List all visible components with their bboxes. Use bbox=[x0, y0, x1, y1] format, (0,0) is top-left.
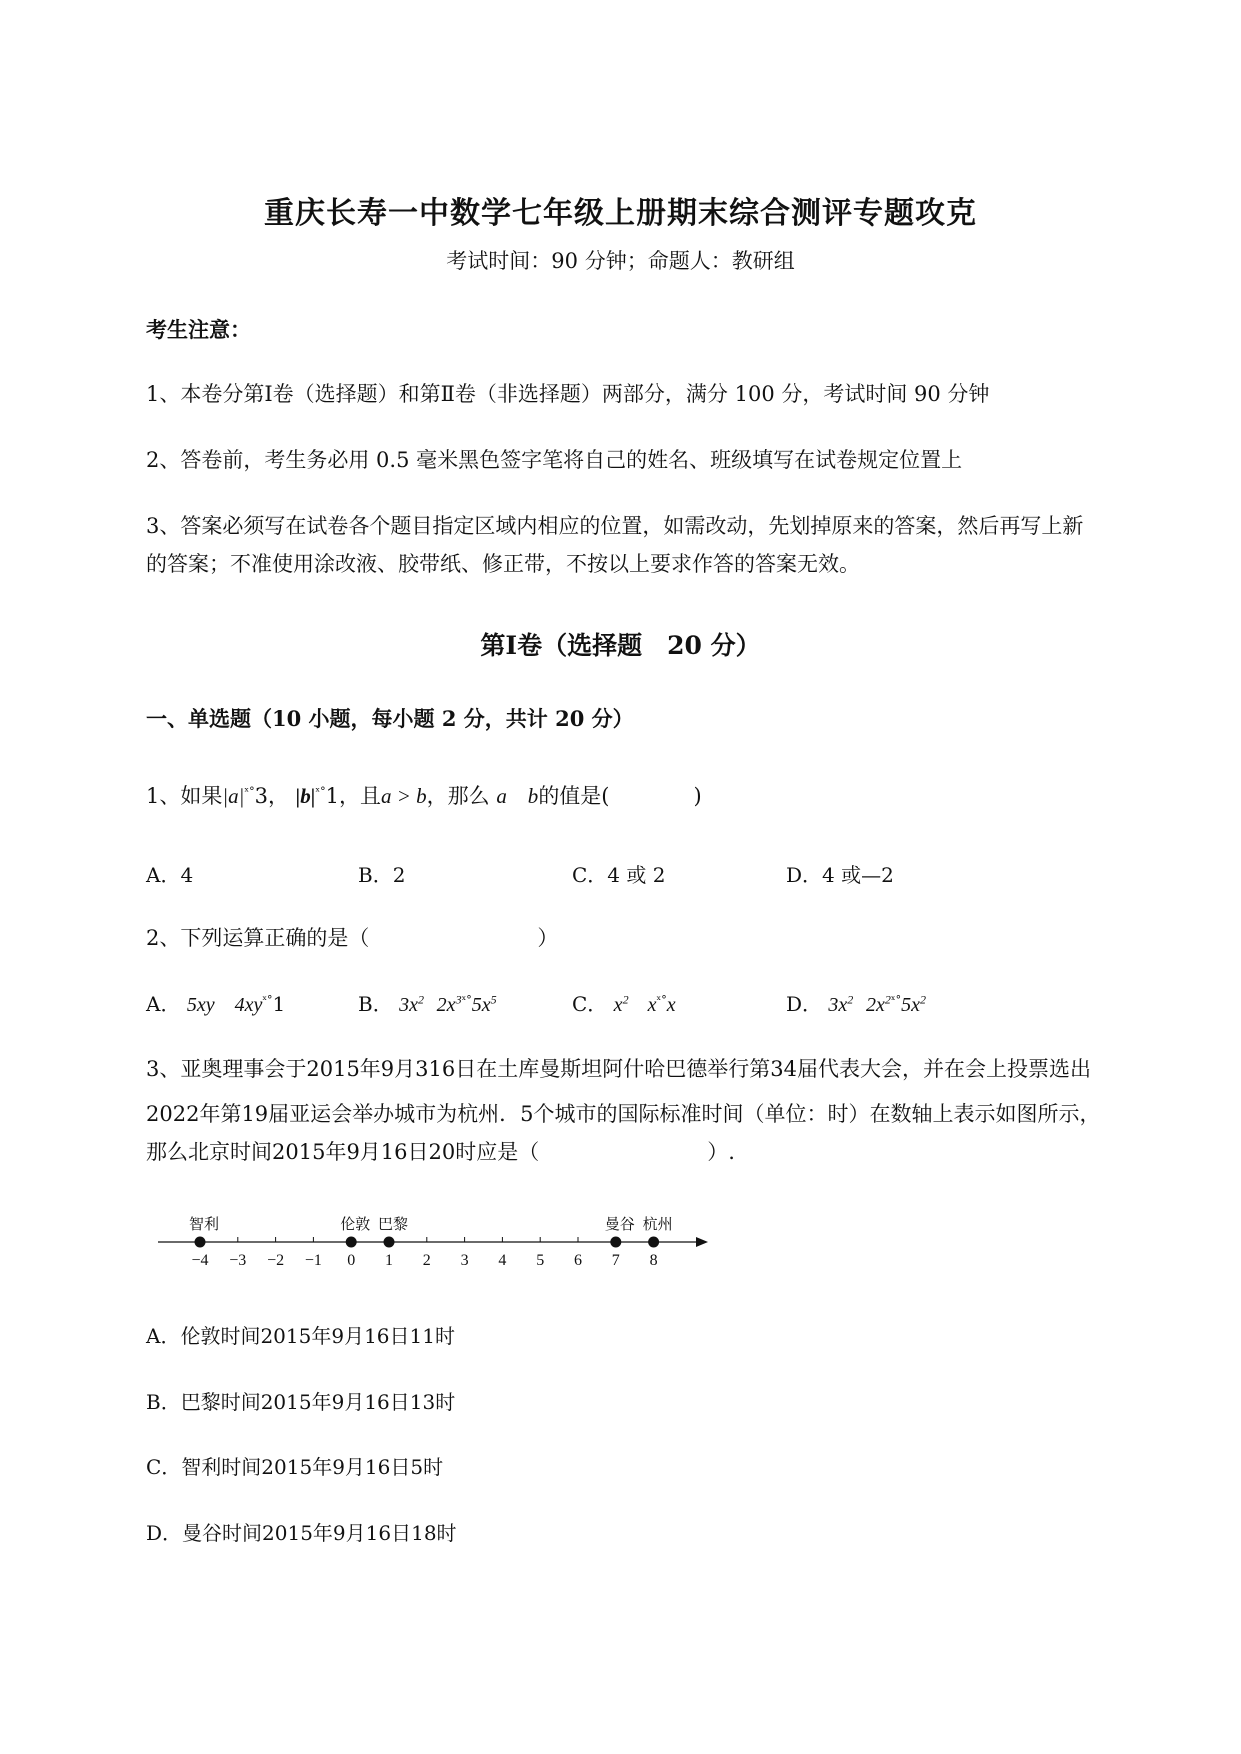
q1-option-b[interactable]: B．2 bbox=[358, 863, 406, 887]
number-line bbox=[150, 1210, 710, 1290]
number-line-tick-label: −2 bbox=[267, 1252, 285, 1269]
q2-b-noise: ˣ° bbox=[461, 993, 472, 1007]
q2-option-d[interactable] bbox=[786, 988, 926, 1017]
q2-d-label: D． bbox=[786, 992, 823, 1016]
number-line-tick-label: 0 bbox=[347, 1252, 356, 1269]
notice-item-3-cont: 的答案；不准使用涂改液、胶带纸、修正带，不按以上要求作答的答案无效。 bbox=[146, 552, 860, 576]
question-2: 2、下列运算正确的是（ ） bbox=[146, 926, 559, 950]
q2-d-expr-2: 2x bbox=[866, 994, 885, 1016]
q1-suffix: 的值是( ) bbox=[538, 784, 702, 808]
q2-d-sup-3: 2 bbox=[919, 992, 926, 1007]
number-line-tick-label: 5 bbox=[536, 1252, 545, 1269]
number-line-tick-label: 6 bbox=[574, 1252, 582, 1269]
number-line-tick-label: 3 bbox=[460, 1252, 469, 1269]
exam-info: 考试时间：90 分钟；命题人：教研组 bbox=[446, 249, 795, 273]
q2-d-noise: ˣ° bbox=[890, 993, 902, 1007]
q2-a-noise: ˣ° bbox=[262, 993, 273, 1007]
q2-b-label: B． bbox=[358, 992, 393, 1016]
q2-c-expr-1: x bbox=[613, 994, 623, 1016]
notice-item-1: 1、本卷分第Ⅰ卷（选择题）和第Ⅱ卷（非选择题）两部分，满分 100 分，考试时间 90 分钟 bbox=[146, 382, 990, 406]
number-line-tick-label: 4 bbox=[498, 1252, 507, 1269]
q2-c-sup-1: 2 bbox=[622, 992, 629, 1007]
city-point bbox=[610, 1237, 621, 1248]
section-title: 第Ⅰ卷（选择题 20 分） bbox=[480, 631, 761, 660]
city-point bbox=[648, 1237, 659, 1248]
page-title: 重庆长寿一中数学七年级上册期末综合测评专题攻克 bbox=[264, 196, 977, 231]
q1-option-a[interactable]: A．4 bbox=[146, 863, 194, 887]
q2-c-label: C． bbox=[572, 992, 608, 1016]
q1-abs-b: |b| bbox=[295, 784, 316, 808]
q2-c-expr-2: x bbox=[647, 994, 657, 1016]
notice-heading: 考生注意： bbox=[146, 317, 251, 342]
city-label: 曼谷 bbox=[604, 1215, 635, 1233]
city-point bbox=[195, 1237, 206, 1248]
number-line-tick-label: −1 bbox=[304, 1252, 322, 1269]
q2-a-label: A． bbox=[146, 992, 181, 1016]
q3-option-a[interactable]: A．伦敦时间2015年9月16日11时 bbox=[146, 1324, 455, 1348]
q2-b-expr-3: 5x bbox=[471, 994, 491, 1016]
number-line-tick-label: 1 bbox=[385, 1252, 393, 1269]
question-3-line-3: 那么北京时间2015年9月16日20时应是（ ）. bbox=[146, 1140, 735, 1164]
q2-option-b[interactable] bbox=[358, 988, 497, 1017]
q3-option-b[interactable]: B．巴黎时间2015年9月16日13时 bbox=[146, 1390, 456, 1414]
city-point bbox=[384, 1237, 395, 1248]
q2-d-expr-3: 5x bbox=[901, 994, 920, 1016]
q2-b-expr-2: 2x bbox=[436, 994, 456, 1016]
number-line-arrow bbox=[696, 1237, 708, 1247]
q1-abs-a: |a| bbox=[222, 784, 245, 808]
question-3-line-1: 3、亚奥理事会于2015年9月316日在土库曼斯坦阿什哈巴德举行第34届代表大会，并在会上投票选出 bbox=[146, 1057, 1091, 1081]
q1-noise-1: ˣ° bbox=[244, 785, 255, 798]
q2-b-sup-2: 3 bbox=[455, 992, 462, 1007]
q3-option-c[interactable]: C．智利时间2015年9月16日5时 bbox=[146, 1455, 444, 1479]
q1-expression: a b bbox=[496, 784, 539, 808]
q1-condition: a > b bbox=[380, 784, 427, 808]
q2-d-sup-2: 2 bbox=[884, 992, 891, 1007]
number-line-tick-label: −3 bbox=[229, 1252, 247, 1269]
q2-b-sup-1: 2 bbox=[417, 992, 424, 1007]
q1-val-1: 3， bbox=[254, 784, 289, 808]
q2-option-c[interactable] bbox=[572, 988, 676, 1017]
q2-b-sup-3: 5 bbox=[490, 992, 497, 1007]
number-line-tick-label: 8 bbox=[649, 1252, 658, 1269]
city-label: 智利 bbox=[188, 1215, 220, 1233]
city-point bbox=[346, 1237, 357, 1248]
question-3-line-2: 2022年第19届亚运会举办城市为杭州．5个城市的国际标准时间（单位：时）在数轴上表示如图所示， bbox=[146, 1102, 1101, 1126]
q2-a-tail: 1 bbox=[272, 992, 286, 1016]
question-1 bbox=[146, 780, 702, 810]
q2-b-expr-1: 3x bbox=[399, 994, 418, 1016]
q1-noise-2: ˣ° bbox=[315, 785, 326, 798]
q1-val-2: 1，且 bbox=[325, 784, 381, 808]
q3-option-d[interactable]: D．曼谷时间2015年9月16日18时 bbox=[146, 1521, 457, 1545]
number-line-tick-label: −4 bbox=[191, 1252, 209, 1269]
notice-item-2: 2、答卷前，考生务必用 0.5 毫米黑色签字笔将自己的姓名、班级填写在试卷规定位置上 bbox=[146, 448, 963, 472]
q2-a-expr: 5xy 4xy bbox=[186, 994, 263, 1016]
q2-c-noise: ˣ° bbox=[656, 993, 667, 1007]
city-label: 伦敦 bbox=[340, 1215, 371, 1233]
q2-d-expr-1: 3x bbox=[828, 994, 848, 1016]
q2-d-sup-1: 2 bbox=[847, 992, 854, 1007]
notice-item-3: 3、答案必须写在试卷各个题目指定区域内相应的位置，如需改动，先划掉原来的答案，然后再写上新 bbox=[146, 514, 1084, 538]
q1-mid: ，那么 bbox=[426, 784, 490, 808]
q2-option-a[interactable] bbox=[146, 988, 285, 1017]
city-label: 巴黎 bbox=[377, 1215, 409, 1233]
q1-prefix: 1、如果 bbox=[146, 784, 223, 808]
q1-option-d[interactable]: D．4 或—2 bbox=[786, 863, 894, 887]
number-line-tick-label: 7 bbox=[611, 1252, 620, 1269]
q2-c-expr-3: x bbox=[666, 994, 676, 1016]
number-line-tick-label: 2 bbox=[422, 1252, 431, 1269]
part-heading: 一、单选题（10 小题，每小题 2 分，共计 20 分） bbox=[146, 706, 634, 731]
city-label: 杭州 bbox=[642, 1215, 673, 1233]
q1-option-c[interactable]: C．4 或 2 bbox=[572, 863, 666, 887]
